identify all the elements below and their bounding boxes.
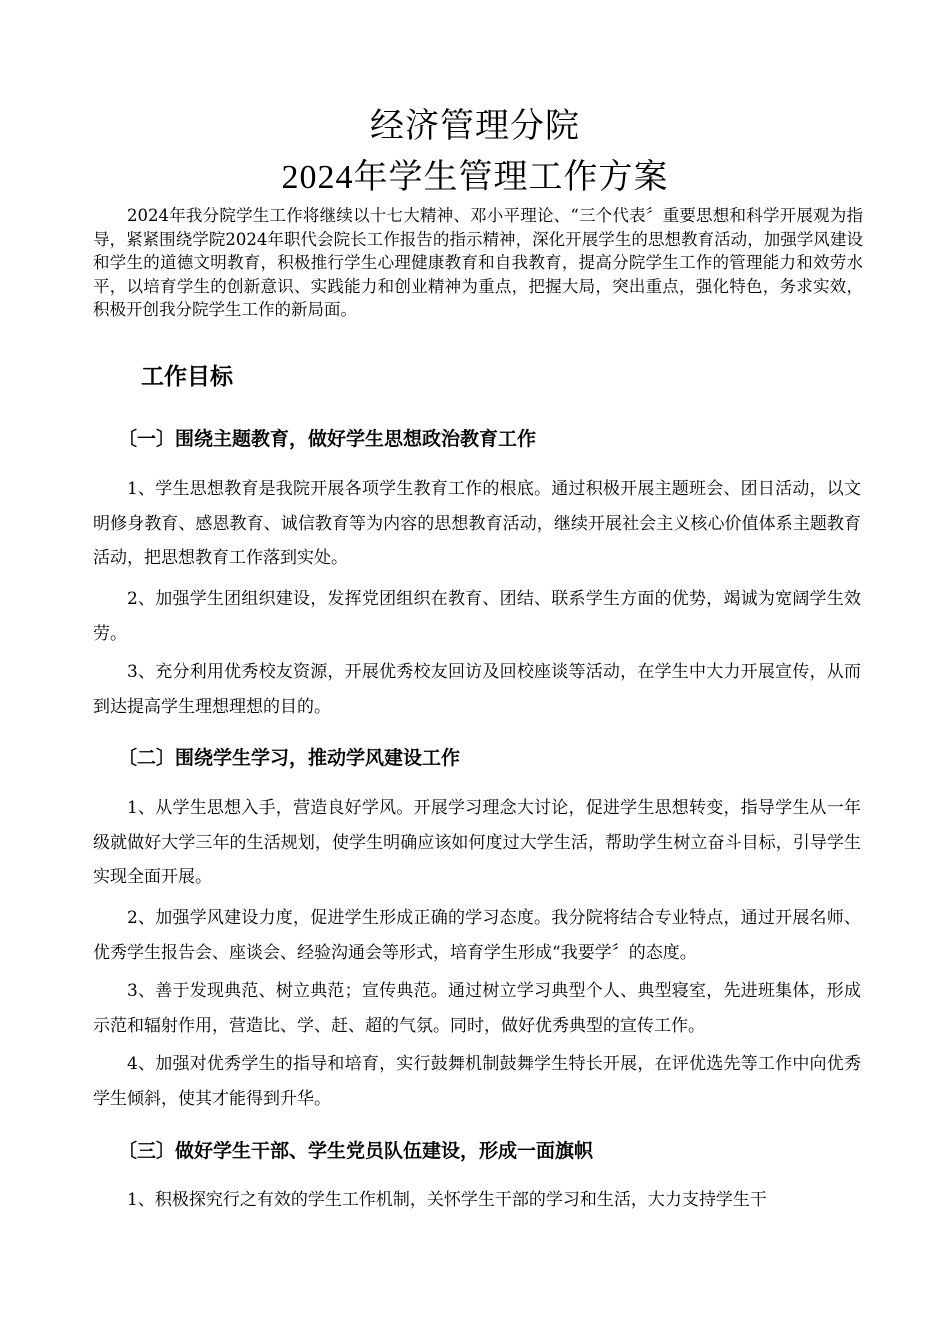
subsection-2-paragraph-2: 2、加强学风建设力度，促进学生形成正确的学习态度。我分院将结合专业特点，通过开展名师、优秀学生报告会、座谈会、经验沟通会等形式，培育学生形成“我要学〞的态度。 — [93, 908, 861, 963]
subsection-2-paragraph-1: 1、从学生思想入手，营造良好学风。开展学习理念大讨论，促进学生思想转变，指导学生从一年级就做好大学三年的生活规划，使学生明确应该如何度过大学生活，帮助学生树立奋斗目标，引导学生实现全面开展。 — [93, 798, 861, 888]
subsection-1-paragraph-1: 1、学生思想教育是我院开展各项学生教育工作的根底。通过积极开展主题班会、团日活动，以文明修身教育、感恩教育、诚信教育等为内容的思想教育活动，继续开展社会主义核心价值体系主题教育活动，把思想教育工作落到实处。 — [93, 479, 861, 569]
subsection-1-heading: 〔一〕围绕主题教育，做好学生思想政治教育工作 — [118, 428, 537, 450]
subsection-2-paragraph-3: 3、善于发现典范、树立典范；宣传典范。通过树立学习典型个人、典型寝室，先进班集体，形成示范和辐射作用，营造比、学、赶、超的气氛。同时，做好优秀典型的宣传工作。 — [93, 981, 861, 1036]
subsection-2-paragraph-4: 4、加强对优秀学生的指导和培育，实行鼓舞机制鼓舞学生特长开展，在评优选先等工作中向优秀学生倾斜，使其才能得到升华。 — [93, 1054, 861, 1109]
subsection-1-paragraph-2: 2、加强学生团组织建设，发挥党团组织在教育、团结、联系学生方面的优势，竭诚为宽阔学生效劳。 — [93, 589, 861, 644]
subsection-2-heading: 〔二〕围绕学生学习，推动学风建设工作 — [118, 747, 461, 769]
intro-paragraph: 2024年我分院学生工作将继续以十七大精神、邓小平理论、“三个代表〞重要思想和科学开展观为指导，紧紧围绕学院2024年职代会院长工作报告的指示精神，深化开展学生的思想教育活动，加强学风建设和学生的道德文明教育，积极推行学生心理健康教育和自我教育，提高分院学生工作的管理能力和效劳水平，以培育学生的创新意识、实践能力和创业精神为重点，把握大局，突出重点，强化特色，务求实效，积极开创我分院学生工作的新局面。 — [93, 206, 863, 320]
subsection-3-heading: 〔三〕做好学生干部、学生党员队伍建设，形成一面旗帜 — [118, 1140, 594, 1162]
document-title-line1: 经济管理分院 — [370, 106, 580, 146]
subsection-1-paragraph-3: 3、充分利用优秀校友资源，开展优秀校友回访及回校座谈等活动，在学生中大力开展宣传，从而到达提高学生理想理想的目的。 — [93, 662, 861, 717]
subsection-3-paragraph-1: 1、积极探究行之有效的学生工作机制，关怀学生干部的学习和生活，大力支持学生干 — [127, 1190, 767, 1210]
document-title-line2: 2024年学生管理工作方案 — [281, 159, 669, 196]
section-heading: 工作目标 — [141, 364, 233, 390]
